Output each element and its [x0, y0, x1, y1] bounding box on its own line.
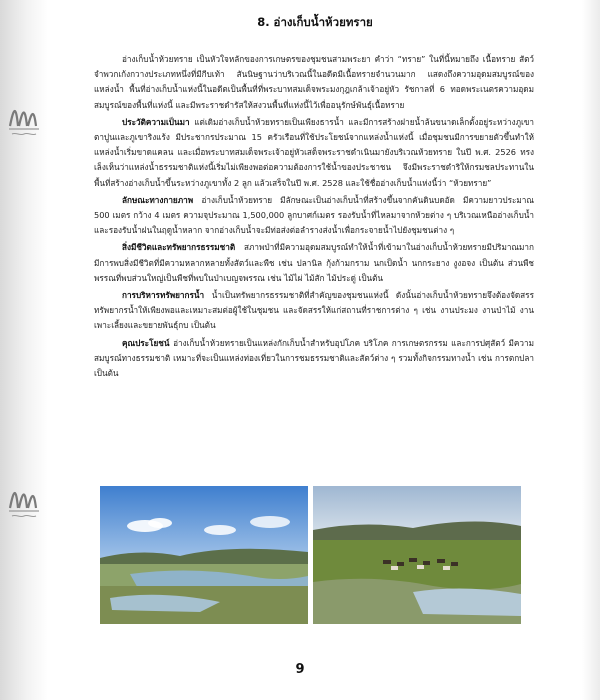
paragraph-water-management	[94, 288, 534, 334]
page-edge-shadow	[582, 0, 600, 700]
paragraph-physical	[94, 193, 534, 239]
page-number: 9	[295, 662, 305, 677]
article-body	[94, 52, 534, 383]
paragraph-text: อ่างเก็บน้ำห้วยทราย มีลักษณะเป็นอ่างเก็บน้ำที่สร้างขึ้นจากคันดินบดอัด มีความยาวประมาณ 500 เมตร กว้าง 4 เมตร ความจุประมาณ 1,500,000 ลูกบาศก์เมตร รองรับน้ำที่ไหลมาจากห้วยต่าง ๆ บริเวณเหนืออ่างเก็บน้ำ และรองรับน้ำฝนในฤดูน้ำหลาก จากอ่างเก็บน้ำจะมีท่อส่งต่อลำรางส่งน้ำเพื่อกระจายน้ำไปยังชุมชนต่าง ๆ	[94, 194, 535, 236]
paragraph-text: น้ำเป็นทรัพยากรธรรมชาติที่สำคัญของชุมชนแห่งนี้ ดังนั้นอ่างเก็บน้ำห้วยทรายจึงต้องจัดสรรทรัพยากรน้ำให้เพียงพอและเหมาะสมต่อผู้ใช้ในชุมชน และจัดสรรให้แก่สถานที่ราชการต่าง ๆ เช่น งานประมง งานป่าไม้ งานเพาะเลี้ยงและขยายพันธุ์กบ เป็นต้น	[94, 290, 534, 331]
paragraph-benefits	[94, 336, 534, 382]
paragraph-text: สภาพป่าที่มีความอุดมสมบูรณ์ทำให้น้ำที่เข้ามาในอ่างเก็บน้ำห้วยทรายมีปริมาณมาก มีการพบสิ่งมีชีวิตที่มีความหลากหลายทั้งสัตว์และพืช เช่น ปลานิล กุ้งก้ามกราม นกเป็ดน้ำ นกกระยาง งูงอจง เป็นต้น ส่วนพืชพรรณที่พบส่วนใหญ่เป็นพืชที่พบในป่าเบญจพรรณ เช่น ไม้ไผ่ ไม้สัก ไม้ประดู่ เป็นต้น	[94, 242, 534, 283]
reservoir-photo-left	[100, 486, 308, 624]
paragraph-heading: สิ่งมีชีวิตและทรัพยากรธรรมชาติ	[122, 242, 244, 253]
paragraph-intro	[94, 52, 534, 113]
paragraph-text: แต่เดิมอ่างเก็บน้ำห้วยทรายเป็นเพียงธารน้ำ และมีการสร้างฝายน้ำล้นขนาดเล็กตั้งอยู่ระหว่างภูเขาตาปูนและภูเขาริงแร้ง มีประชากรประมาณ 15 ครัวเรือนที่ใช้ประโยชน์จากแหล่งน้ำแห่งนี้ เมื่อชุมชนมีการขยายตัวขึ้นทำให้แหล่งน้ำเริ่มขาดแคลน และเมื่อพระบาทสมเด็จพระเจ้าอยู่หัวเสด็จพระราชดำเนินมายังบริเวณห้วยทราย ในปี พ.ศ. 2526 ทรงเล็งเห็นว่าแหล่งน้ำธรรมชาติแห่งนี้เริ่มไม่เพียงพอต่อความต้องการใช้น้ำของประชาชน จึงมีพระราชดำริให้กรมชลประทานในพื้นที่สร้างอ่างเก็บน้ำขึ้นระหว่างภูเขาทั้ง 2 ลูก แล้วเสร็จในปี พ.ศ. 2528 และใช้ชื่ออ่างเก็บน้ำแห่งนี้ว่า “ห้วยทราย”	[94, 116, 534, 188]
paragraph-heading: คุณประโยชน์	[122, 337, 174, 348]
paragraph-heading: ประวัติความเป็นมา	[122, 116, 195, 127]
paragraph-text: อ่างเก็บน้ำห้วยทราย เป็นหัวใจหลักของการเกษตรของชุมชนสามพระยา คำว่า “ทราย” ในที่นี้หมายถึง เนื้อทราย สัตว์จำพวกเก้งกวางประเภทหนึ่งที่มีกีบเท้า สันนิษฐานว่าบริเวณนี้ในอดีตมีเนื้อทรายจำนวนมาก แสดงถึงความอุดมสมบูรณ์ของแหล่งน้ำ พื้นที่อ่างเก็บน้ำแห่งนี้ในอดีตเป็นพื้นที่ที่พระบาทสมเด็จพระมงกุฎเกล้าเจ้าอยู่หัว รัชกาลที่ 6 ทอดพระเนตรความอุดมสมบูรณ์ของพื้นที่แห่งนี้ และมีพระราชดำรัสให้สงวนพื้นที่แห่งนี้ไว้เพื่ออนุรักษ์พันธุ์เนื้อทราย	[94, 54, 534, 110]
paragraph-text: อ่างเก็บน้ำห้วยทรายเป็นแหล่งกักเก็บน้ำสำหรับอุปโภค บริโภค การเกษตรกรรม และการปศุสัตว์ มีความสมบูรณ์ทางธรรมชาติ เหมาะที่จะเป็นแหล่งท่องเที่ยวในการชมธรรมชาติและสัตว์ต่าง ๆ รวมทั้งกิจกรรมทางน้ำ เช่น การตกปลา เป็นต้น	[94, 337, 535, 379]
paragraph-history	[94, 115, 534, 191]
paragraph-heading: การบริหารทรัพยากรน้ำ	[122, 290, 212, 301]
thai-ornament-icon	[6, 96, 42, 144]
decorative-side-band	[0, 0, 48, 700]
paragraph-heading: ลักษณะทางกายภาพ	[122, 194, 202, 205]
paragraph-biodiversity	[94, 240, 534, 286]
reservoir-photo-right	[313, 486, 521, 624]
thai-ornament-icon	[6, 478, 42, 526]
page-title: 8. อ่างเก็บน้ำห้วยทราย	[257, 15, 373, 29]
